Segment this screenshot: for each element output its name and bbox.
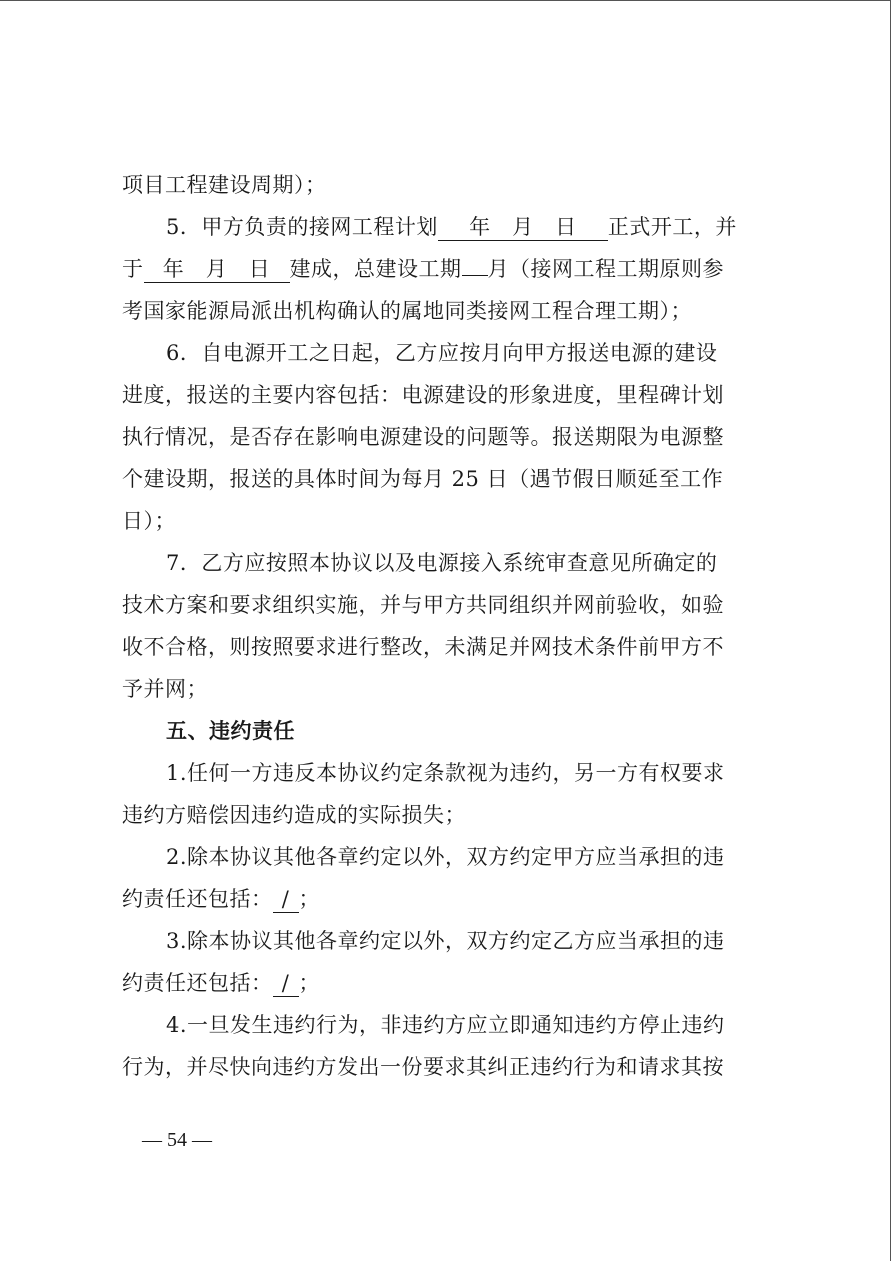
completion-date-blank: 年 月 日 xyxy=(144,256,290,283)
start-date-blank: 年 月 日 xyxy=(438,214,608,241)
text-line: 个建设期，报送的具体时间为每月 25 日（遇节假日顺延至工作 xyxy=(122,467,724,491)
text-line: 1.任何一方违反本协议约定条款视为违约，另一方有权要求 xyxy=(166,761,725,785)
text-line: 项目工程建设周期）； xyxy=(122,173,327,197)
text-line: 3.除本协议其他各章约定以外，双方约定乙方应当承担的违 xyxy=(166,929,725,953)
text-line: 予并网； xyxy=(122,677,208,701)
period-blank xyxy=(462,275,488,276)
text-span: 建成，总建设工期 xyxy=(289,257,462,281)
text-line: 6．自电源开工之日起，乙方应按月向甲方报送电源的建设 xyxy=(166,341,718,365)
page-number: — 54 — xyxy=(142,1129,212,1151)
text-line: 违约方赔偿因违约造成的实际损失； xyxy=(122,803,466,827)
text-line: 进度，报送的主要内容包括：电源建设的形象进度，里程碑计划 xyxy=(122,383,724,407)
text-line: 行为，并尽快向违约方发出一份要求其纠正违约行为和请求其按 xyxy=(122,1055,724,1079)
text-span: 5．甲方负责的接网工程计划 xyxy=(166,215,438,239)
text-span: 于 xyxy=(122,257,144,281)
text-span: 正式开工，并 xyxy=(607,215,737,239)
text-span: ； xyxy=(298,887,320,911)
document-body xyxy=(122,164,782,1088)
text-line: 2.除本协议其他各章约定以外，双方约定甲方应当承担的违 xyxy=(166,845,725,869)
clause-2-cont xyxy=(122,878,782,920)
text-line: 7．乙方应按照本协议以及电源接入系统审查意见所确定的 xyxy=(166,551,718,575)
text-span: 月（接网工程工期原则参 xyxy=(487,257,724,281)
text-span: ； xyxy=(298,971,320,995)
party-a-liability-blank: / xyxy=(273,886,299,913)
text-line: 4.一旦发生违约行为，非违约方应立即通知违约方停止违约 xyxy=(166,1013,725,1037)
text-line: 考国家能源局派出机构确认的属地同类接网工程合理工期）； xyxy=(122,299,692,323)
clause-5-cont xyxy=(122,248,782,290)
text-line: 收不合格，则按照要求进行整改，未满足并网技术条件前甲方不 xyxy=(122,635,724,659)
section-heading: 五、违约责任 xyxy=(166,719,295,743)
text-span: 约责任还包括： xyxy=(122,971,273,995)
text-line: 日）； xyxy=(122,509,176,533)
text-line: 技术方案和要求组织实施，并与甲方共同组织并网前验收，如验 xyxy=(122,593,724,617)
clause-3-cont xyxy=(122,962,782,1004)
party-b-liability-blank: / xyxy=(273,970,299,997)
text-line: 执行情况，是否存在影响电源建设的问题等。报送期限为电源整 xyxy=(122,425,724,449)
clause-5 xyxy=(122,206,782,248)
text-span: 约责任还包括： xyxy=(122,887,273,911)
